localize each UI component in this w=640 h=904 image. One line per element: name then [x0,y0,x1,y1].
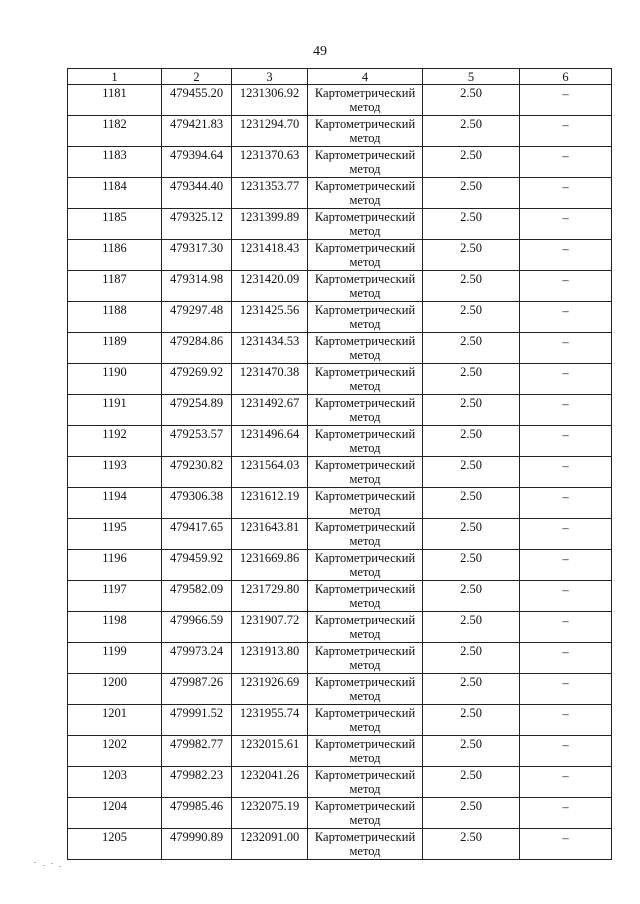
table-row [68,178,612,209]
table-row [68,364,612,395]
y-coordinate-cell: 1231420.09 [232,271,308,302]
method-line-1: Картометрический [314,86,416,100]
table-row [68,705,612,736]
precision-cell: 2.50 [423,116,520,147]
point-number-cell: 1186 [68,240,162,271]
precision-cell: 2.50 [423,767,520,798]
method-cell [308,798,423,829]
note-dash: – [562,831,569,845]
y-coordinate-cell: 1231669.86 [232,550,308,581]
x-coordinate-cell: 479421.83 [162,116,232,147]
note-dash: – [562,676,569,690]
note-dash: – [562,521,569,535]
note-cell [520,364,612,395]
table-header [68,69,612,85]
point-number-cell: 1188 [68,302,162,333]
table-row [68,302,612,333]
x-coordinate-cell: 479990.89 [162,829,232,860]
point-number-cell: 1190 [68,364,162,395]
method-cell [308,519,423,550]
method-line-2: метод [349,720,381,734]
y-coordinate-cell: 1231612.19 [232,488,308,519]
method-line-1: Картометрический [314,799,416,813]
y-coordinate-cell: 1232091.00 [232,829,308,860]
table-row [68,85,612,116]
y-coordinate-cell: 1231294.70 [232,116,308,147]
method-line-2: метод [349,379,381,393]
note-cell [520,178,612,209]
note-dash: – [562,149,569,163]
table-row [68,519,612,550]
header-col-3: 3 [232,69,308,85]
x-coordinate-cell: 479982.77 [162,736,232,767]
note-dash: – [562,583,569,597]
note-cell [520,829,612,860]
method-line-1: Картометрический [314,768,416,782]
y-coordinate-cell: 1231913.80 [232,643,308,674]
note-cell [520,519,612,550]
method-line-2: метод [349,410,381,424]
point-number-cell: 1195 [68,519,162,550]
method-line-2: метод [349,286,381,300]
header-col-6: 6 [520,69,612,85]
method-line-1: Картометрический [314,737,416,751]
precision-cell: 2.50 [423,147,520,178]
method-line-1: Картометрический [314,365,416,379]
coordinates-table [67,68,612,860]
table-row [68,798,612,829]
point-number-cell: 1193 [68,457,162,488]
method-line-1: Картометрический [314,520,416,534]
note-dash: – [562,242,569,256]
method-cell [308,767,423,798]
note-dash: – [562,614,569,628]
method-line-2: метод [349,317,381,331]
note-cell [520,395,612,426]
x-coordinate-cell: 479982.23 [162,767,232,798]
note-dash: – [562,273,569,287]
x-coordinate-cell: 479459.92 [162,550,232,581]
method-cell [308,550,423,581]
method-line-1: Картометрический [314,644,416,658]
precision-cell: 2.50 [423,240,520,271]
header-col-2: 2 [162,69,232,85]
method-line-1: Картометрический [314,117,416,131]
table-row [68,426,612,457]
method-line-2: метод [349,627,381,641]
method-line-1: Картометрический [314,148,416,162]
method-cell [308,736,423,767]
note-dash: – [562,428,569,442]
method-line-1: Картометрический [314,303,416,317]
table-row [68,147,612,178]
precision-cell: 2.50 [423,643,520,674]
point-number-cell: 1204 [68,798,162,829]
y-coordinate-cell: 1231434.53 [232,333,308,364]
point-number-cell: 1205 [68,829,162,860]
method-cell [308,333,423,364]
method-cell [308,302,423,333]
y-coordinate-cell: 1231353.77 [232,178,308,209]
method-line-1: Картометрический [314,272,416,286]
method-cell [308,612,423,643]
table-row [68,612,612,643]
table-row [68,581,612,612]
x-coordinate-cell: 479991.52 [162,705,232,736]
point-number-cell: 1199 [68,643,162,674]
method-cell [308,364,423,395]
table-row [68,488,612,519]
x-coordinate-cell: 479985.46 [162,798,232,829]
method-cell [308,829,423,860]
y-coordinate-cell: 1231496.64 [232,426,308,457]
precision-cell: 2.50 [423,426,520,457]
method-cell [308,240,423,271]
method-line-1: Картометрический [314,241,416,255]
point-number-cell: 1191 [68,395,162,426]
precision-cell: 2.50 [423,488,520,519]
note-cell [520,457,612,488]
point-number-cell: 1194 [68,488,162,519]
table-row [68,240,612,271]
method-line-1: Картометрический [314,830,416,844]
header-col-5: 5 [423,69,520,85]
x-coordinate-cell: 479254.89 [162,395,232,426]
method-cell [308,581,423,612]
y-coordinate-cell: 1231492.67 [232,395,308,426]
y-coordinate-cell: 1231425.56 [232,302,308,333]
note-dash: – [562,707,569,721]
precision-cell: 2.50 [423,736,520,767]
note-cell [520,85,612,116]
note-cell [520,116,612,147]
note-cell [520,550,612,581]
method-line-1: Картометрический [314,582,416,596]
method-line-1: Картометрический [314,706,416,720]
point-number-cell: 1196 [68,550,162,581]
note-dash: – [562,118,569,132]
table-row [68,550,612,581]
x-coordinate-cell: 479973.24 [162,643,232,674]
note-dash: – [562,552,569,566]
y-coordinate-cell: 1232075.19 [232,798,308,829]
method-line-1: Картометрический [314,458,416,472]
method-line-2: метод [349,162,381,176]
note-dash: – [562,335,569,349]
method-line-2: метод [349,100,381,114]
note-dash: – [562,304,569,318]
note-cell [520,302,612,333]
method-line-1: Картометрический [314,179,416,193]
table-row [68,767,612,798]
y-coordinate-cell: 1231470.38 [232,364,308,395]
method-line-1: Картометрический [314,489,416,503]
method-line-2: метод [349,503,381,517]
method-line-2: метод [349,193,381,207]
note-cell [520,209,612,240]
table-body [68,85,612,860]
table-row [68,643,612,674]
method-line-2: метод [349,224,381,238]
table-row [68,674,612,705]
x-coordinate-cell: 479284.86 [162,333,232,364]
precision-cell: 2.50 [423,829,520,860]
point-number-cell: 1189 [68,333,162,364]
point-number-cell: 1198 [68,612,162,643]
x-coordinate-cell: 479455.20 [162,85,232,116]
note-cell [520,488,612,519]
precision-cell: 2.50 [423,85,520,116]
note-cell [520,333,612,364]
note-dash: – [562,180,569,194]
method-cell [308,457,423,488]
method-line-1: Картометрический [314,396,416,410]
point-number-cell: 1183 [68,147,162,178]
precision-cell: 2.50 [423,612,520,643]
page-number: 49 [313,44,327,59]
table-row [68,736,612,767]
precision-cell: 2.50 [423,798,520,829]
point-number-cell: 1200 [68,674,162,705]
note-cell [520,674,612,705]
method-cell [308,674,423,705]
y-coordinate-cell: 1231643.81 [232,519,308,550]
method-line-2: метод [349,441,381,455]
y-coordinate-cell: 1231729.80 [232,581,308,612]
method-cell [308,271,423,302]
method-line-2: метод [349,472,381,486]
note-cell [520,705,612,736]
method-line-2: метод [349,565,381,579]
y-coordinate-cell: 1231955.74 [232,705,308,736]
method-line-2: метод [349,596,381,610]
method-cell [308,116,423,147]
method-line-2: метод [349,348,381,362]
table-row [68,395,612,426]
method-line-1: Картометрический [314,675,416,689]
precision-cell: 2.50 [423,674,520,705]
note-dash: – [562,211,569,225]
method-line-2: метод [349,751,381,765]
table-row [68,457,612,488]
precision-cell: 2.50 [423,550,520,581]
y-coordinate-cell: 1231907.72 [232,612,308,643]
note-cell [520,643,612,674]
method-cell [308,488,423,519]
table-row [68,829,612,860]
method-cell [308,643,423,674]
table-row [68,116,612,147]
point-number-cell: 1187 [68,271,162,302]
note-dash: – [562,738,569,752]
note-dash: – [562,87,569,101]
method-cell [308,705,423,736]
note-dash: – [562,459,569,473]
point-number-cell: 1184 [68,178,162,209]
x-coordinate-cell: 479230.82 [162,457,232,488]
x-coordinate-cell: 479987.26 [162,674,232,705]
x-coordinate-cell: 479394.64 [162,147,232,178]
note-cell [520,798,612,829]
y-coordinate-cell: 1231370.63 [232,147,308,178]
note-cell [520,147,612,178]
precision-cell: 2.50 [423,519,520,550]
table-row [68,333,612,364]
y-coordinate-cell: 1231399.89 [232,209,308,240]
method-line-2: метод [349,131,381,145]
point-number-cell: 1192 [68,426,162,457]
point-number-cell: 1181 [68,85,162,116]
precision-cell: 2.50 [423,364,520,395]
method-line-1: Картометрический [314,613,416,627]
method-line-1: Картометрический [314,334,416,348]
note-dash: – [562,769,569,783]
note-cell [520,240,612,271]
point-number-cell: 1202 [68,736,162,767]
note-dash: – [562,800,569,814]
scan-specks [34,860,64,868]
precision-cell: 2.50 [423,209,520,240]
y-coordinate-cell: 1231564.03 [232,457,308,488]
y-coordinate-cell: 1231306.92 [232,85,308,116]
x-coordinate-cell: 479325.12 [162,209,232,240]
note-dash: – [562,366,569,380]
point-number-cell: 1185 [68,209,162,240]
point-number-cell: 1197 [68,581,162,612]
x-coordinate-cell: 479253.57 [162,426,232,457]
header-col-4: 4 [308,69,423,85]
precision-cell: 2.50 [423,705,520,736]
x-coordinate-cell: 479314.98 [162,271,232,302]
method-line-2: метод [349,689,381,703]
x-coordinate-cell: 479306.38 [162,488,232,519]
note-cell [520,736,612,767]
point-number-cell: 1201 [68,705,162,736]
note-dash: – [562,490,569,504]
precision-cell: 2.50 [423,302,520,333]
note-dash: – [562,645,569,659]
point-number-cell: 1182 [68,116,162,147]
method-line-2: метод [349,534,381,548]
x-coordinate-cell: 479582.09 [162,581,232,612]
x-coordinate-cell: 479297.48 [162,302,232,333]
method-line-1: Картометрический [314,210,416,224]
y-coordinate-cell: 1232041.26 [232,767,308,798]
precision-cell: 2.50 [423,581,520,612]
precision-cell: 2.50 [423,333,520,364]
x-coordinate-cell: 479269.92 [162,364,232,395]
table-row [68,209,612,240]
header-row [68,69,612,85]
method-cell [308,178,423,209]
note-dash: – [562,397,569,411]
note-cell [520,612,612,643]
note-cell [520,426,612,457]
precision-cell: 2.50 [423,457,520,488]
method-cell [308,426,423,457]
method-line-2: метод [349,658,381,672]
method-cell [308,85,423,116]
method-cell [308,209,423,240]
method-line-2: метод [349,255,381,269]
method-line-2: метод [349,813,381,827]
table-row [68,271,612,302]
method-cell [308,395,423,426]
x-coordinate-cell: 479417.65 [162,519,232,550]
method-line-2: метод [349,844,381,858]
precision-cell: 2.50 [423,395,520,426]
method-line-1: Картометрический [314,551,416,565]
y-coordinate-cell: 1231926.69 [232,674,308,705]
note-cell [520,767,612,798]
x-coordinate-cell: 479317.30 [162,240,232,271]
x-coordinate-cell: 479966.59 [162,612,232,643]
y-coordinate-cell: 1232015.61 [232,736,308,767]
header-col-1: 1 [68,69,162,85]
method-line-1: Картометрический [314,427,416,441]
method-cell [308,147,423,178]
method-line-2: метод [349,782,381,796]
precision-cell: 2.50 [423,271,520,302]
note-cell [520,581,612,612]
y-coordinate-cell: 1231418.43 [232,240,308,271]
note-cell [520,271,612,302]
point-number-cell: 1203 [68,767,162,798]
x-coordinate-cell: 479344.40 [162,178,232,209]
precision-cell: 2.50 [423,178,520,209]
